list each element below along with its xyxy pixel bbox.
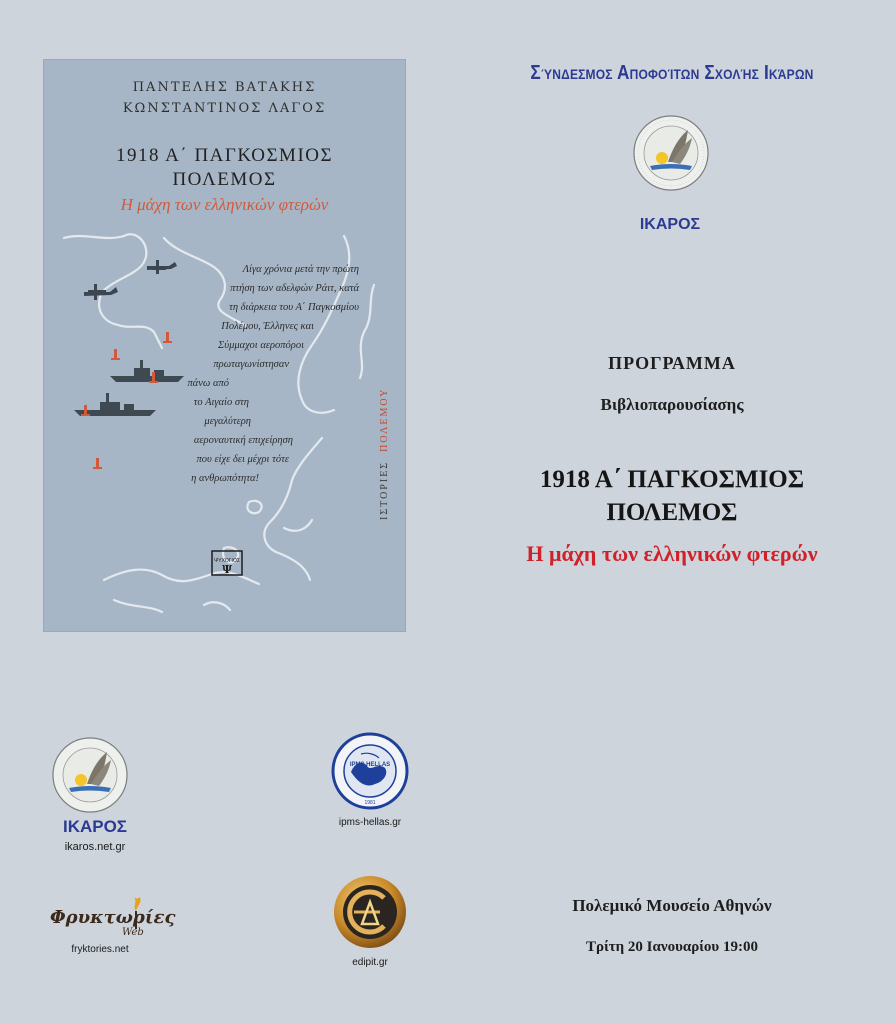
cover-author-1: ΠΑΝΤΕΛΗΣ ΒΑΤΑΚΗΣ <box>132 80 317 95</box>
blurb-line: μεγαλύτερη <box>204 416 251 427</box>
event-subtitle: Η μάχη των ελληνικών φτερών <box>526 541 818 566</box>
svg-text:IPMS HELLAS: IPMS HELLAS <box>349 762 391 768</box>
blurb-line: Σύμμαχοι αεροπόροι <box>218 340 304 351</box>
sponsor-ikaros-logo[interactable] <box>51 736 129 814</box>
blurb-line: η ανθρωπότητα! <box>191 473 259 484</box>
blurb-line: πτήση των αδελφών Ράιτ, κατά <box>230 283 359 294</box>
blurb-line: αεροναυτική επιχείρηση <box>193 435 293 446</box>
program-heading: ΠΡΟΓΡΑΜΜΑ <box>608 353 736 373</box>
sponsor-edipit-logo[interactable] <box>332 874 408 950</box>
cover-title-line-1: 1918 Α΄ ΠΑΓΚΟΣΜΙΟΣ <box>115 145 334 166</box>
sponsor-fryktories-logo[interactable] <box>48 893 176 941</box>
event-venue: Πολεμικό Μουσείο Αθηνών <box>572 896 772 915</box>
cover-title-line-2: ΠΟΛΕΜΟΣ <box>172 169 277 190</box>
sponsor-ipms-logo[interactable] <box>331 732 409 810</box>
ikaros-logo-name: ΙΚΑΡΟΣ <box>639 216 701 233</box>
blurb-line: Λίγα χρόνια μετά την πρώτη <box>242 264 359 275</box>
blurb-line: το Αιγαίο στη <box>193 397 249 408</box>
sponsor-fryktories-url[interactable]: fryktories.net <box>71 944 129 955</box>
svg-text:Ψ: Ψ <box>221 563 233 576</box>
blurb-line: πάνω από <box>187 378 229 389</box>
sponsor-ikaros-url[interactable]: ikaros.net.gr <box>64 841 126 853</box>
ikaros-logo <box>632 114 710 192</box>
blurb-line: Πολέμου, Έλληνες και <box>221 321 314 332</box>
sponsor-edipit-url[interactable]: edipit.gr <box>352 957 388 968</box>
blurb-line: που είχε δει μέχρι τότε <box>196 454 289 465</box>
event-title-line-1: 1918 Α΄ ΠΑΓΚΟΣΜΙΟΣ <box>539 466 805 493</box>
svg-text:Web: Web <box>122 927 144 938</box>
cover-author-2: ΚΩΝΣΤΑΝΤΙΝΟΣ ΛΑΓΟΣ <box>122 101 327 116</box>
svg-text:1981: 1981 <box>364 800 376 806</box>
sponsor-ikaros-name: ΙΚΑΡΟΣ <box>62 817 128 836</box>
book-cover-image <box>44 60 405 631</box>
association-title: Σύνδεσμος Αποφοίτων Σχολής Ικάρων <box>530 62 814 84</box>
blurb-line: πρωταγωνίστησαν <box>213 359 289 370</box>
svg-text:Φρυκτωρίες: Φρυκτωρίες <box>50 907 176 928</box>
event-title-line-2: ΠΟΛΕΜΟΣ <box>606 499 738 526</box>
event-type: Βιβλιοπαρουσίασης <box>600 395 744 414</box>
sponsor-ipms-url[interactable]: ipms-hellas.gr <box>338 817 402 828</box>
cover-series-label: ΙΣΤΟΡΙΕΣ ΠΟΛΕΜΟΥ <box>379 387 390 520</box>
event-title <box>470 463 874 529</box>
blurb-line: τη διάρκεια του Α΄ Παγκοσμίου <box>229 302 359 313</box>
event-datetime: Τρίτη 20 Ιανουαρίου 19:00 <box>586 939 758 955</box>
svg-text:ΨΥΧΟΓΙΟΣ: ΨΥΧΟΓΙΟΣ <box>214 558 240 564</box>
cover-subtitle: Η μάχη των ελληνικών φτερών <box>120 195 329 214</box>
cover-blurb <box>154 260 369 488</box>
